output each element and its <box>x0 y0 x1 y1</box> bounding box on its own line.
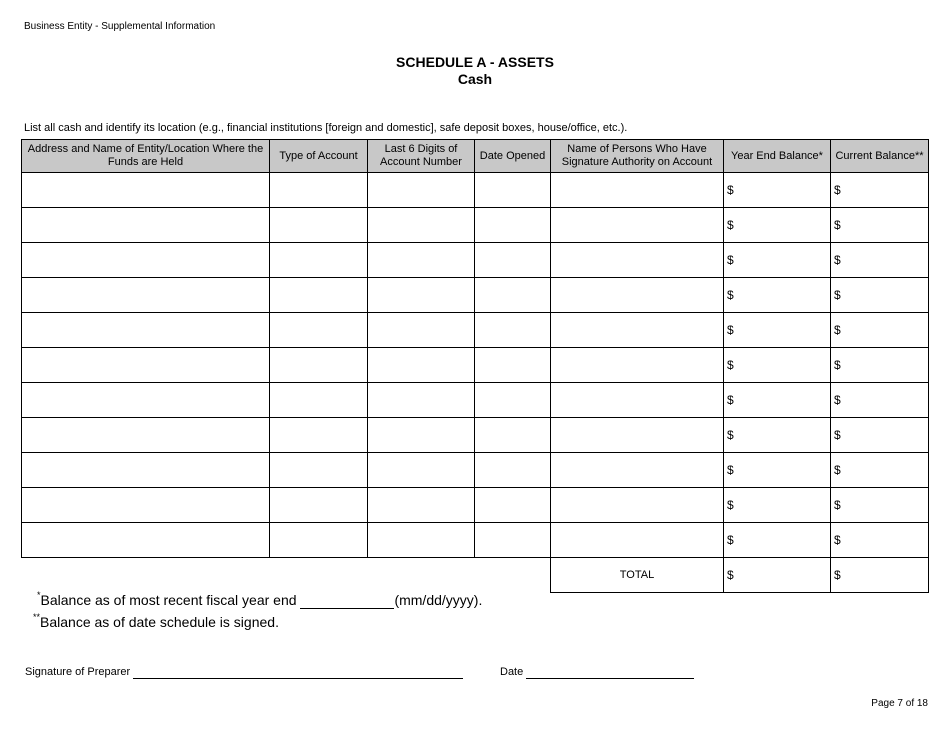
type-cell[interactable] <box>270 453 368 488</box>
signatories-cell[interactable] <box>551 453 724 488</box>
col-header-signatories: Name of Persons Who Have Signature Authority on Account <box>551 140 724 173</box>
date-opened-cell[interactable] <box>475 313 551 348</box>
date-opened-cell[interactable] <box>475 208 551 243</box>
footnote-year-end: *Balance as of most recent fiscal year end (mm/dd/yyyy). <box>37 590 483 608</box>
current-balance-cell[interactable]: $ <box>831 208 929 243</box>
date-opened-cell[interactable] <box>475 488 551 523</box>
signature-label: Signature of Preparer <box>25 666 131 678</box>
fiscal-year-end-date-field[interactable] <box>300 592 394 609</box>
type-cell[interactable] <box>270 243 368 278</box>
table-row <box>22 453 929 488</box>
account-digits-cell[interactable] <box>368 383 475 418</box>
address-cell[interactable] <box>22 488 270 523</box>
signatories-cell[interactable] <box>551 523 724 558</box>
table-row <box>22 243 929 278</box>
signatories-cell[interactable] <box>551 208 724 243</box>
col-header-type: Type of Account <box>270 140 368 173</box>
col-header-current-balance: Current Balance** <box>831 140 929 173</box>
account-digits-cell[interactable] <box>368 208 475 243</box>
signatories-cell[interactable] <box>551 488 724 523</box>
type-cell[interactable] <box>270 383 368 418</box>
date-opened-cell[interactable] <box>475 278 551 313</box>
table-row <box>22 383 929 418</box>
account-digits-cell[interactable] <box>368 523 475 558</box>
current-balance-cell[interactable]: $ <box>831 348 929 383</box>
total-year-end-balance[interactable]: $ <box>724 558 831 593</box>
schedule-subtitle: Cash <box>457 71 493 87</box>
table-row <box>22 418 929 453</box>
account-digits-cell[interactable] <box>368 313 475 348</box>
total-label: TOTAL <box>551 558 724 593</box>
signatories-cell[interactable] <box>551 383 724 418</box>
form-header-label: Business Entity - Supplemental Information <box>24 21 216 32</box>
current-balance-cell[interactable]: $ <box>831 173 929 208</box>
account-digits-cell[interactable] <box>368 488 475 523</box>
date-field[interactable] <box>526 666 694 679</box>
account-digits-cell[interactable] <box>368 418 475 453</box>
signatories-cell[interactable] <box>551 173 724 208</box>
type-cell[interactable] <box>270 208 368 243</box>
date-label: Date <box>500 666 524 678</box>
address-cell[interactable] <box>22 278 270 313</box>
signatories-cell[interactable] <box>551 278 724 313</box>
schedule-title: SCHEDULE A - ASSETS <box>396 54 554 70</box>
table-row <box>22 278 929 313</box>
signature-block <box>25 666 463 679</box>
date-block <box>500 666 694 679</box>
year-end-balance-cell[interactable]: $ <box>724 348 831 383</box>
year-end-balance-cell[interactable]: $ <box>724 208 831 243</box>
account-digits-cell[interactable] <box>368 278 475 313</box>
col-header-year-end-balance: Year End Balance* <box>724 140 831 173</box>
type-cell[interactable] <box>270 278 368 313</box>
footnote-marker: ** <box>33 612 41 622</box>
address-cell[interactable] <box>22 173 270 208</box>
year-end-balance-cell[interactable]: $ <box>724 278 831 313</box>
address-cell[interactable] <box>22 208 270 243</box>
signatories-cell[interactable] <box>551 418 724 453</box>
table-row <box>22 523 929 558</box>
current-balance-cell[interactable]: $ <box>831 418 929 453</box>
total-row <box>22 558 929 593</box>
signatories-cell[interactable] <box>551 243 724 278</box>
address-cell[interactable] <box>22 313 270 348</box>
year-end-balance-cell[interactable]: $ <box>724 418 831 453</box>
type-cell[interactable] <box>270 418 368 453</box>
current-balance-cell[interactable]: $ <box>831 313 929 348</box>
address-cell[interactable] <box>22 418 270 453</box>
table-row <box>22 173 929 208</box>
current-balance-cell[interactable]: $ <box>831 523 929 558</box>
page-number: Page 7 of 18 <box>871 698 928 709</box>
date-opened-cell[interactable] <box>475 453 551 488</box>
col-header-account-digits: Last 6 Digits of Account Number <box>368 140 475 173</box>
instructions-text: List all cash and identify its location (e.g., financial institutions [foreign and domestic], safe deposit boxes, house/office, etc.). <box>24 122 628 134</box>
type-cell[interactable] <box>270 313 368 348</box>
current-balance-cell[interactable]: $ <box>831 383 929 418</box>
date-opened-cell[interactable] <box>475 523 551 558</box>
year-end-balance-cell[interactable]: $ <box>724 488 831 523</box>
type-cell[interactable] <box>270 173 368 208</box>
current-balance-cell[interactable]: $ <box>831 278 929 313</box>
footnote-current: **Balance as of date schedule is signed. <box>33 612 279 630</box>
account-digits-cell[interactable] <box>368 453 475 488</box>
table-row <box>22 208 929 243</box>
address-cell[interactable] <box>22 348 270 383</box>
signature-field[interactable] <box>133 666 463 679</box>
col-header-date-opened: Date Opened <box>475 140 551 173</box>
current-balance-cell[interactable]: $ <box>831 453 929 488</box>
year-end-balance-cell[interactable]: $ <box>724 523 831 558</box>
account-digits-cell[interactable] <box>368 173 475 208</box>
address-cell[interactable] <box>22 243 270 278</box>
date-opened-cell[interactable] <box>475 243 551 278</box>
cash-table <box>21 139 929 593</box>
table-row <box>22 313 929 348</box>
total-current-balance[interactable]: $ <box>831 558 929 593</box>
address-cell[interactable] <box>22 523 270 558</box>
current-balance-cell[interactable]: $ <box>831 488 929 523</box>
current-balance-cell[interactable]: $ <box>831 243 929 278</box>
signatories-cell[interactable] <box>551 348 724 383</box>
address-cell[interactable] <box>22 383 270 418</box>
account-digits-cell[interactable] <box>368 348 475 383</box>
account-digits-cell[interactable] <box>368 243 475 278</box>
signatories-cell[interactable] <box>551 313 724 348</box>
date-opened-cell[interactable] <box>475 383 551 418</box>
date-opened-cell[interactable] <box>475 173 551 208</box>
date-opened-cell[interactable] <box>475 418 551 453</box>
col-header-address: Address and Name of Entity/Location Where the Funds are Held <box>22 140 270 173</box>
year-end-balance-cell[interactable]: $ <box>724 313 831 348</box>
year-end-balance-cell[interactable]: $ <box>724 453 831 488</box>
type-cell[interactable] <box>270 488 368 523</box>
table-row <box>22 348 929 383</box>
table-row <box>22 488 929 523</box>
table-header-row <box>22 140 929 173</box>
type-cell[interactable] <box>270 523 368 558</box>
year-end-balance-cell[interactable]: $ <box>724 243 831 278</box>
page-title <box>0 54 950 88</box>
year-end-balance-cell[interactable]: $ <box>724 383 831 418</box>
footnote-marker: * <box>37 590 41 600</box>
date-opened-cell[interactable] <box>475 348 551 383</box>
address-cell[interactable] <box>22 453 270 488</box>
year-end-balance-cell[interactable]: $ <box>724 173 831 208</box>
type-cell[interactable] <box>270 348 368 383</box>
